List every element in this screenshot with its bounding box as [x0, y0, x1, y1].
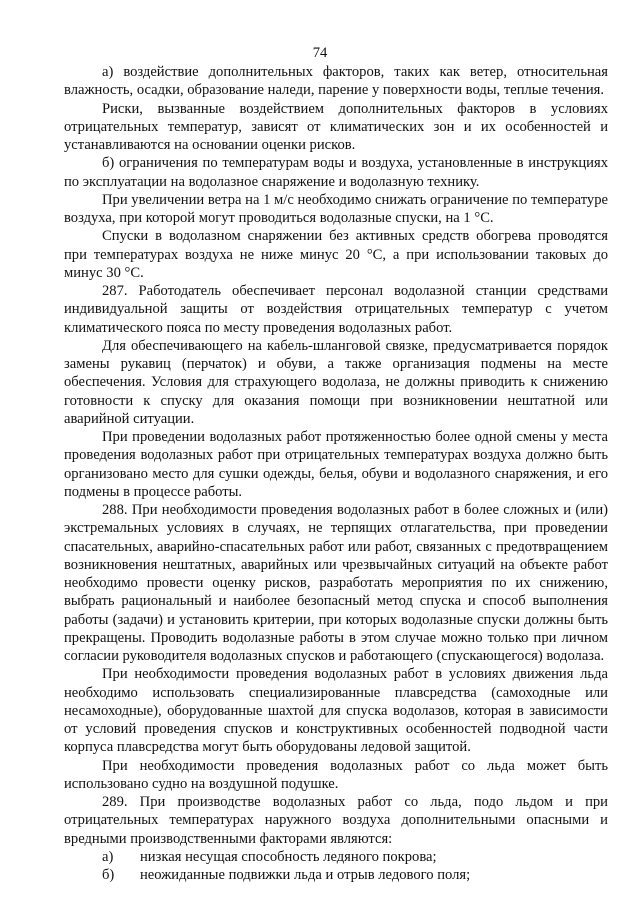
- paragraph-clause-287: 287. Работодатель обеспечивает персонал водолазной станции средствами индивидуальной защиты от воздействия отрицательных температур с учетом климатического пояса по месту проведения водолазных работ.: [64, 283, 608, 336]
- page-number: 74: [312, 45, 328, 61]
- paragraph: а) воздействие дополнительных факторов, таких как ветер, относительная влажность, осадки, образование наледи, парение у поверхности воды, теплые течения.: [64, 64, 608, 99]
- paragraph-clause-288: 288. При необходимости проведения водолазных работ в более сложных и (или) экстремальных условиях в случаях, не терпящих отлагательства, при проведении спасательных, аварийно-спасательных работ или работ, связанных с предотвращением возникновения нештатных, аварийных или чрезвычайных ситуаций на объекте работ необходимо провести оценку рисков, разработать мероприятия по их снижению, выбрать рациональный и наиболее безопасный метод спуска и способ выполнения работы (задачи) и установить критерии, при которых водолазные спуски должны быть прекращены. Проводить водолазные работы в этом случае можно только при личном согласии руководителя водолазных спусков и работающего (спускающегося) водолаза.: [64, 502, 608, 664]
- paragraph-clause-289: 289. При производстве водолазных работ со льда, подо льдом и при отрицательных температурах наружного воздуха дополнительными опасными и вредными производственными факторами являются:: [64, 794, 608, 847]
- paragraph: При необходимости проведения водолазных работ со льда может быть использовано судно на воздушной подушке.: [64, 757, 608, 792]
- list-item-text: низкая несущая способность ледяного покрова;: [140, 848, 437, 865]
- paragraph: Для обеспечивающего на кабель-шланговой связке, предусматривается порядок замены рукавиц (перчаток) и обуви, а также организация подмены на месте обеспечения. Условия для страхующего водолаза, не должны приводить к снижению готовности к спуску для оказания помощи при возникновении нештатной или аварийной ситуации.: [64, 337, 608, 427]
- list-item: [64, 866, 608, 884]
- list-marker: б): [102, 867, 115, 883]
- paragraph: б) ограничения по температурам воды и воздуха, установленные в инструкциях по эксплуатации на водолазное снаряжение и водолазную технику.: [64, 155, 608, 190]
- list-item-text: неожиданные подвижки льда и отрыв ледового поля;: [140, 867, 471, 883]
- paragraph: При увеличении ветра на 1 м/с необходимо снижать ограничение по температуре воздуха, при которой могут проводиться водолазные спуски, на 1 °С.: [64, 191, 608, 226]
- paragraph: Риски, вызванные воздействием дополнительных факторов в условиях отрицательных температур, зависят от климатических зон и их особенностей и устанавливаются на основании оценки рисков.: [64, 100, 608, 153]
- list-item: [64, 848, 608, 866]
- document-body: [64, 63, 608, 884]
- paragraph: Спуски в водолазном снаряжении без активных средств обогрева проводятся при температурах воздуха не ниже минус 20 °С, а при использовании таковых до минус 30 °С.: [64, 228, 608, 281]
- paragraph: При необходимости проведения водолазных работ в условиях движения льда необходимо использовать специализированные плавсредства (самоходные или несамоходные), оборудованные шахтой для спуска водолазов, которая в зависимости от условий проведения спусков и конструктивных особенностей подводной части корпуса плавсредства могут быть оборудованы ледовой защитой.: [64, 666, 608, 756]
- paragraph: При проведении водолазных работ протяженностью более одной смены у места проведения водолазных работ при отрицательных температурах воздуха должно быть организовано место для сушки одежды, белья, обуви и водолазного снаряжения, и его подмены в процессе работы.: [64, 429, 608, 500]
- list-marker: а): [102, 848, 114, 865]
